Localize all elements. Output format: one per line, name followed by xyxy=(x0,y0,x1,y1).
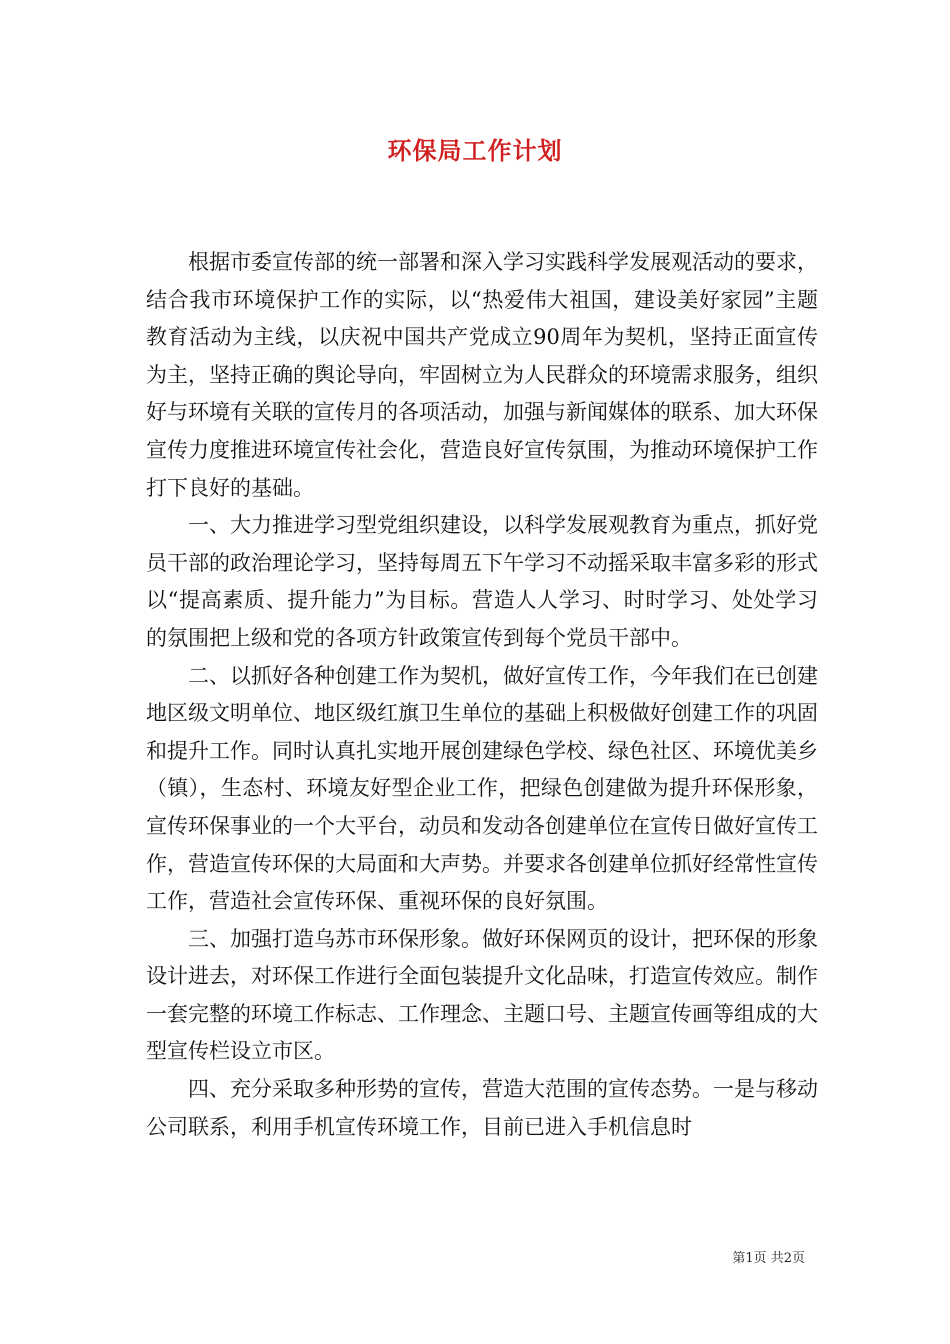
paragraph-section-1: 一、大力推进学习型党组织建设，以科学发展观教育为重点，抓好党员干部的政治理论学习，坚持每周五下午学习不动摇采取丰富多彩的形式以“提高素质、提升能力”为目标。营造人人学习、时时学习、处处学习的氛围把上级和党的各项方针政策宣传到每个党员干部中。 xyxy=(146,513,818,650)
document-body xyxy=(146,244,818,1146)
paragraph-section-2: 二、以抓好各种创建工作为契机，做好宣传工作，今年我们在已创建地区级文明单位、地区级红旗卫生单位的基础上积极做好创建工作的巩固和提升工作。同时认真扎实地开展创建绿色学校、绿色社区、环境优美乡（镇），生态村、环境友好型企业工作，把绿色创建做为提升环保形象，宣传环保事业的一个大平台，动员和发动各创建单位在宣传日做好宣传工作，营造宣传环保的大局面和大声势。并要求各创建单位抓好经常性宣传工作，营造社会宣传环保、重视环保的良好氛围。 xyxy=(146,663,818,914)
document-title: 环保局工作计划 xyxy=(387,136,563,165)
page-number-footer: 第1页 共2页 xyxy=(732,1251,805,1266)
paragraph-intro: 根据市委宣传部的统一部署和深入学习实践科学发展观活动的要求，结合我市环境保护工作的实际，以“热爱伟大祖国，建设美好家园”主题教育活动为主线，以庆祝中国共产党成立90周年为契机，坚持正面宣传为主，坚持正确的舆论导向，牢固树立为人民群众的环境需求服务，组织好与环境有关联的宣传月的各项活动，加强与新闻媒体的联系、加大环保宣传力度推进环境宣传社会化，营造良好宣传氛围，为推动环境保护工作打下良好的基础。 xyxy=(146,250,818,500)
paragraph-section-3: 三、加强打造乌苏市环保形象。做好环保网页的设计，把环保的形象设计进去，对环保工作进行全面包装提升文化品味，打造宣传效应。制作一套完整的环境工作标志、工作理念、主题口号、主题宣传画等组成的大型宣传栏设立市区。 xyxy=(146,926,818,1064)
paragraph-section-4: 四、充分采取多种形势的宣传，营造大范围的宣传态势。一是与移动公司联系，利用手机宣传环境工作，目前已进入手机信息时 xyxy=(146,1077,818,1139)
